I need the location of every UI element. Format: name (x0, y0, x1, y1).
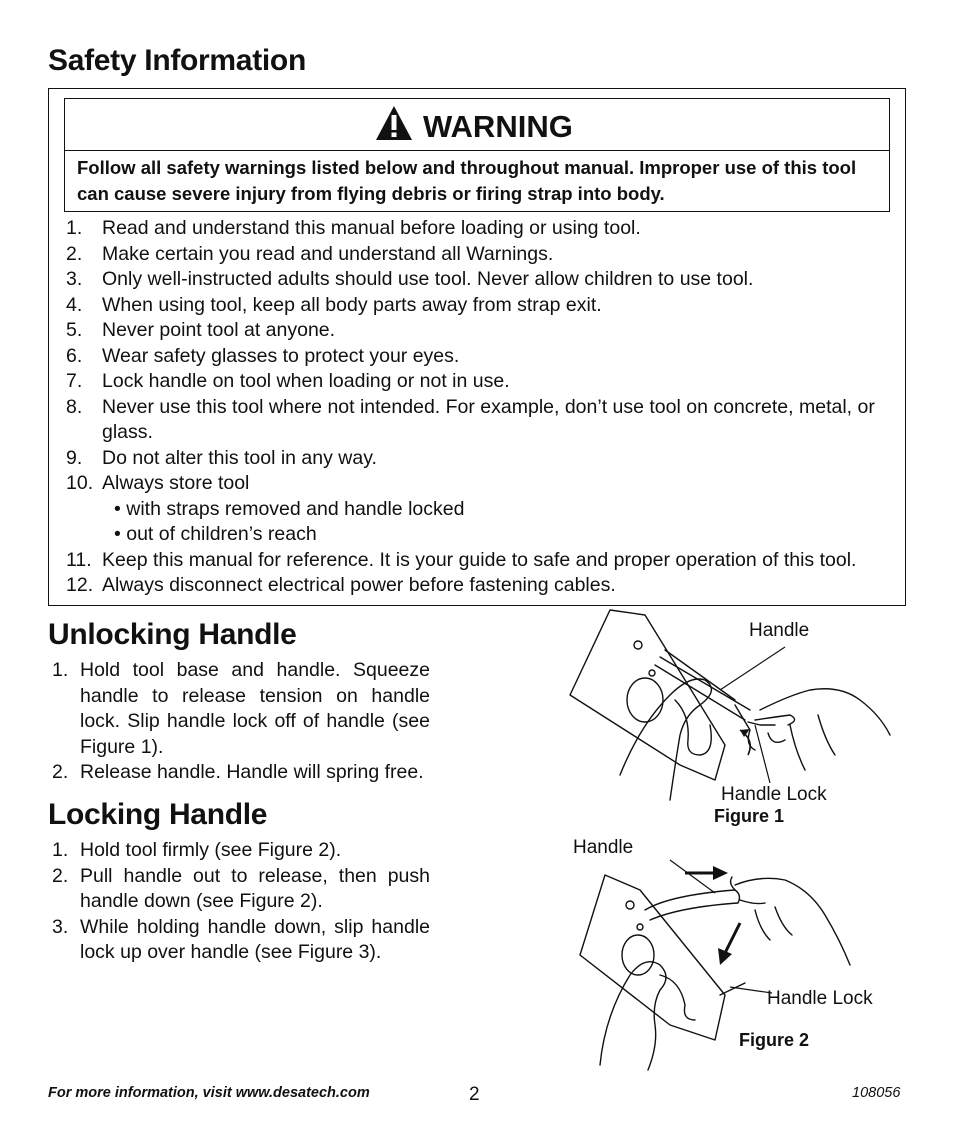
list-item-text: Read and understand this manual before loading or using tool. (102, 217, 641, 239)
list-item-text: Do not alter this tool in any way. (102, 446, 377, 469)
warning-triangle-icon (375, 105, 413, 141)
list-item-number: 5. (66, 319, 83, 341)
locking-handle-heading: Locking Handle (48, 798, 268, 831)
figure-1-handle-label: Handle (749, 620, 810, 641)
unlocking-steps-list (52, 658, 430, 786)
safety-rule (66, 471, 896, 548)
list-item-number: 1. (52, 659, 69, 681)
list-item-text: Always store tool (102, 472, 250, 494)
list-subitem: • out of children’s reach (114, 523, 317, 545)
warning-title: WARNING (423, 109, 573, 144)
list-item-number: 3. (52, 915, 69, 938)
list-item-text: Hold tool firmly (see Figure 2). (80, 839, 342, 861)
figure-1-illustration (560, 605, 900, 805)
figure-1-caption: Figure 1 (714, 806, 785, 826)
figure-2-handle-lock-label: Handle Lock (767, 988, 873, 1009)
page-title: Safety Information (48, 44, 306, 77)
list-item-text: Wear safety glasses to protect your eyes. (102, 344, 460, 367)
list-item-text: Make certain you read and understand all Warnings. (102, 242, 554, 265)
unlocking-step (52, 760, 430, 786)
list-item-text: While holding handle down, slip handle lock up over handle (see Figure 3). (80, 915, 430, 963)
figure-1-handle-lock-label: Handle Lock (721, 784, 827, 805)
footer-info: For more information, visit www.desatech.com (48, 1085, 370, 1101)
list-item-number: 1. (52, 839, 69, 861)
locking-step (52, 864, 430, 915)
list-item-text: Never point tool at anyone. (102, 319, 336, 341)
list-item-text: Pull handle out to release, then push handle down (see Figure 2). (80, 864, 430, 912)
safety-rule (66, 344, 896, 370)
list-item-text: Lock handle on tool when loading or not in use. (102, 370, 510, 392)
list-item-number: 2. (52, 864, 69, 887)
safety-rule (66, 318, 896, 344)
safety-rule (66, 267, 896, 293)
safety-rule (66, 242, 896, 268)
list-item-text: Keep this manual for reference. It is your guide to safe and proper operation of this tool. (102, 548, 857, 571)
list-item-number: 1. (66, 217, 83, 239)
unlocking-handle-heading: Unlocking Handle (48, 618, 297, 651)
list-item-number: 4. (66, 293, 83, 316)
list-subitem: • with straps removed and handle locked (114, 497, 465, 520)
list-item-text: Release handle. Handle will spring free. (80, 761, 424, 783)
list-item-number: 11. (66, 548, 92, 571)
list-item-number: 8. (66, 395, 83, 418)
safety-rule (66, 573, 896, 599)
safety-rule (66, 293, 896, 319)
list-item-number: 6. (66, 344, 83, 367)
list-item-number: 10. (66, 472, 94, 494)
figure-2-caption: Figure 2 (739, 1030, 810, 1050)
figure-2-illustration (560, 855, 900, 1075)
list-item-number: 7. (66, 370, 83, 392)
safety-rule (66, 369, 896, 395)
locking-steps-list (52, 838, 430, 966)
safety-rule (66, 216, 896, 242)
list-item-number: 2. (66, 242, 83, 265)
warning-header (65, 99, 889, 151)
list-item-text: Only well-instructed adults should use tool. Never allow children to use tool. (102, 268, 754, 290)
figure-2-handle-label: Handle (573, 837, 634, 858)
list-item-text: Never use this tool where not intended. For example, don’t use tool on concrete, metal, or glass. (102, 395, 875, 443)
safety-rules-list (66, 216, 896, 599)
safety-rule (66, 395, 896, 446)
document-number: 108056 (852, 1085, 901, 1101)
list-item-number: 3. (66, 268, 83, 290)
list-item-number: 9. (66, 446, 83, 469)
unlocking-step (52, 658, 430, 760)
list-item-number: 2. (52, 761, 69, 783)
locking-step (52, 915, 430, 966)
list-item-text: When using tool, keep all body parts away from strap exit. (102, 293, 602, 316)
warning-box (64, 98, 890, 212)
list-item-text: Always disconnect electrical power before fastening cables. (102, 574, 616, 596)
list-item-number: 12. (66, 574, 94, 596)
safety-rule (66, 446, 896, 472)
warning-text: Follow all safety warnings listed below and throughout manual. Improper use of this tool can cause severe injury from flying debris or firing strap into body. (77, 157, 857, 204)
safety-rule (66, 548, 896, 574)
locking-step (52, 838, 430, 864)
page-number: 2 (469, 1084, 480, 1105)
list-item-text: Hold tool base and handle. Squeeze handle to release tension on handle lock. Slip handle lock off of handle (see Figure 1). (80, 659, 430, 758)
